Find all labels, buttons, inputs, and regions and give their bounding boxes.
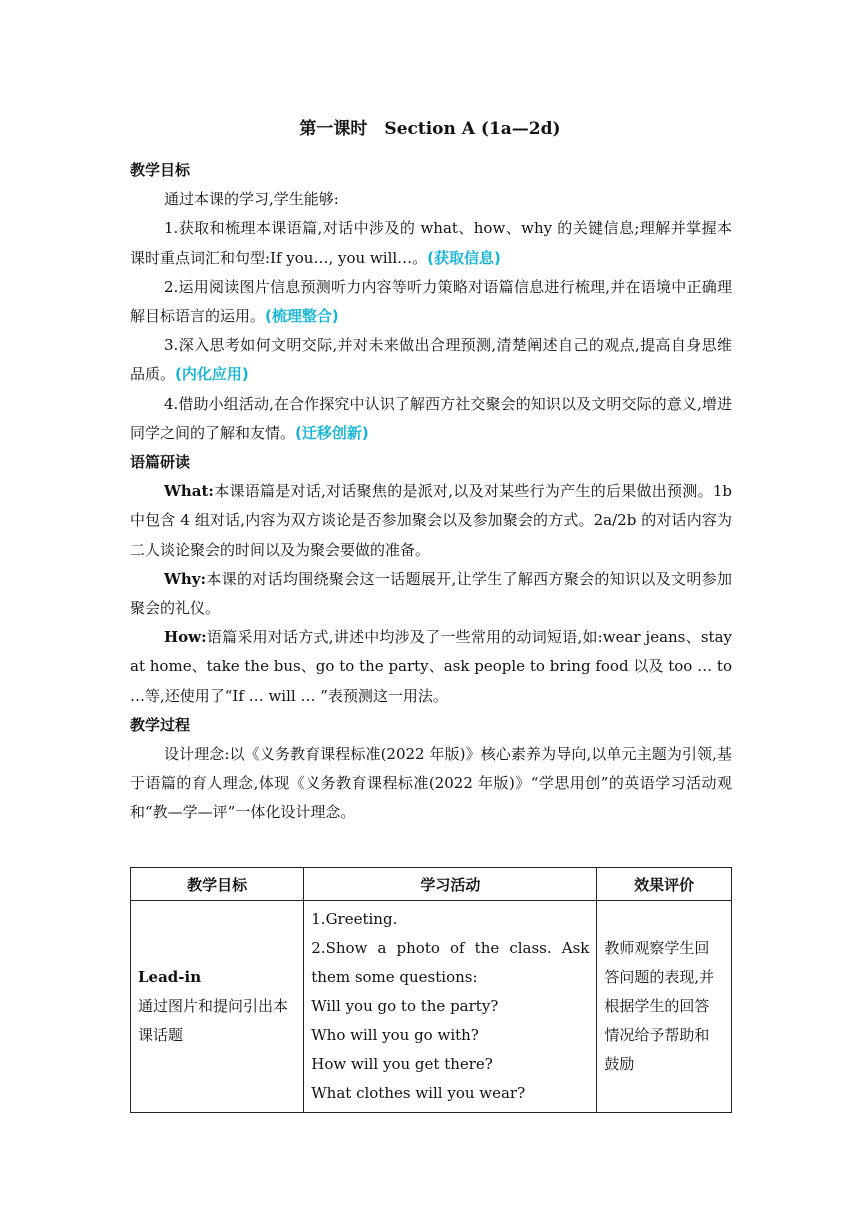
how-text: 语篇采用对话方式,讲述中均涉及了一些常用的动词短语,如:wear jeans、stay at home、take the bus、go to the party、ask people to bring food 以及 too … to …等,还使用了“If … will … ”表预测这一用法。	[130, 628, 732, 705]
activity-line-3: Will you go to the party?	[311, 997, 499, 1015]
activity-line-6: What clothes will you wear?	[311, 1084, 526, 1102]
goal-desc: 通过图片和提问引出本课话题	[138, 997, 289, 1044]
goal-title: Lead-in	[138, 968, 202, 986]
reading-why	[130, 565, 732, 623]
evaluation-cell: 教师观察学生回答问题的表现,并根据学生的回答情况给予帮助和鼓励	[597, 901, 732, 1113]
header-evaluation: 效果评价	[597, 868, 732, 901]
goals-intro: 通过本课的学习,学生能够:	[164, 190, 339, 209]
goal-item-3-text: 3.深入思考如何文明交际,并对未来做出合理预测,清楚阐述自己的观点,提高自身思维品质。	[130, 336, 732, 384]
activity-line-5: How will you get there?	[311, 1055, 493, 1073]
header-goal: 教学目标	[131, 868, 304, 901]
activity-cell	[304, 901, 597, 1113]
reading-how	[130, 623, 732, 711]
goal-item-3-tag: (内化应用)	[175, 365, 249, 384]
goal-item-2-text: 2.运用阅读图片信息预测听力内容等听力策略对语篇信息进行梳理,并在语境中正确理解目标语言的运用。	[130, 277, 732, 326]
table-header-row	[131, 868, 732, 901]
header-activity: 学习活动	[304, 868, 597, 901]
table-row	[131, 901, 732, 1113]
goal-item-2-tag: (梳理整合)	[265, 307, 339, 326]
activity-line-1: 1.Greeting.	[311, 910, 398, 928]
goals-heading: 教学目标	[130, 161, 191, 179]
reading-heading: 语篇研读	[130, 453, 191, 472]
page-title: 第一课时 Section A (1a—2d)	[299, 119, 561, 139]
goal-item-4-tag: (迁移创新)	[295, 423, 369, 442]
goal-item-1-text: 1.获取和梳理本课语篇,对话中涉及的 what、how、why 的关键信息;理解并掌握本课时重点词汇和句型:If you…, you will…。	[130, 219, 732, 267]
design-concept: 设计理念:以《义务教育课程标准(2022 年版)》核心素养为导向,以单元主题为引领,基于语篇的育人理念,体现《义务教育课程标准(2022 年版)》“学思用创”的英语学习活动观和“教—学—评”一体化设计理念。	[130, 745, 732, 822]
activity-line-2: 2.Show a photo of the class. Ask them some questions:	[311, 939, 590, 986]
goal-item-1	[130, 214, 732, 272]
lesson-plan-table	[130, 867, 732, 1113]
goal-cell	[131, 901, 304, 1113]
goal-item-3	[130, 331, 732, 389]
document-body	[130, 156, 732, 828]
how-label: How:	[164, 628, 207, 647]
what-text: 本课语篇是对话,对话聚焦的是派对,以及对某些行为产生的后果做出预测。1b 中包含 4 组对话,内容为双方谈论是否参加聚会以及参加聚会的方式。2a/2b 的对话内容为二人谈论聚会的时间以及为聚会要做的准备。	[130, 482, 732, 559]
reading-what	[130, 477, 732, 565]
why-label: Why:	[164, 569, 207, 588]
why-text: 本课的对话均围绕聚会这一话题展开,让学生了解西方聚会的知识以及文明参加聚会的礼仪。	[130, 569, 732, 618]
what-label: What:	[164, 482, 214, 501]
process-heading: 教学过程	[130, 715, 191, 734]
activity-line-4: Who will you go with?	[311, 1026, 479, 1044]
goal-item-1-tag: (获取信息)	[427, 248, 501, 267]
goal-item-4	[130, 390, 732, 448]
goal-item-4-text: 4.借助小组活动,在合作探究中认识了解西方社交聚会的知识以及文明交际的意义,增进同学之间的了解和友情。	[130, 394, 732, 442]
goal-item-2	[130, 273, 732, 331]
